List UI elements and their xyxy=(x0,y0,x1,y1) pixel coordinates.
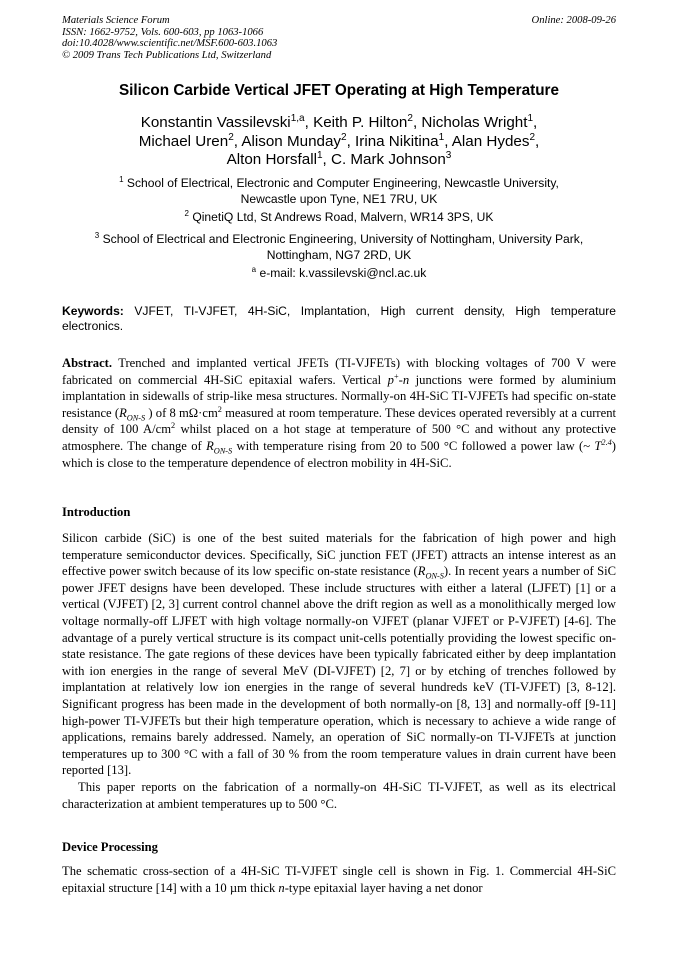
author-name: Keith P. Hilton xyxy=(313,114,408,131)
email-link[interactable]: e-mail: k.vassilevski@ncl.ac.uk xyxy=(259,266,427,280)
author-name: Konstantin Vassilevski xyxy=(140,114,291,131)
device-paragraph-1: The schematic cross-section of a 4H-SiC TI-VJFET single cell is shown in Fig. 1. Commercial 4H-SiC epitaxial structure [14] with a 10 µm thick n-type epitaxial layer having a net donor xyxy=(62,864,616,895)
journal-name: Materials Science Forum xyxy=(62,15,170,26)
author-name: Alison Munday xyxy=(241,132,342,150)
author-name: C. Mark Johnson xyxy=(330,151,446,169)
author-name: Michael Uren xyxy=(138,132,229,150)
author-name: Alton Horsfall xyxy=(226,151,317,169)
online-date: Online: 2008-09-26 xyxy=(531,15,616,26)
author-list: Konstantin Vassilevski$^{1,a}$, Keith P. Hilton$^2$, Nicholas Wright$^1$, Michael Uren$^2$, Alison Munday$^2$, Irina Nikitina$^1$, Alan Hydes$^2$, Alton Horsfall$^1$, C. Mark Johnson$^3$ xyxy=(138,112,540,169)
author-name: Irina Nikitina xyxy=(355,132,439,150)
intro-paragraph-1: Silicon carbide (SiC) is one of the best suited materials for the fabrication of high power and high temperature semiconductor devices. Specifically, SiC junction FET (JFET) attracts an intense interest as an effective power switch because of its low specific on-state resistance $(R_{ON-S})$. In recent years a number of SiC power JFET designs have been developed. These include structures with either a lateral (LJFET) [1] or a vertical (VJFET) [2, 3] current control channel above the drift region as well as a monolithically merged low voltage normally-off LJFET with high voltage normally-on VJFET (planar VJFET or P-VJFET) [4-6]. The advantage of a purely vertical structure is its compact unit-cells potentially providing the lowest specific on-state resistance. The gate regions of these devices have been typically fabricated either by deep implantation with ion energies in the range of several MeV (DI-VJFET) [2, 7] or by etching of trenches followed by implantation at relatively low ion energies in the range of several hundreds keV (TI-VJFET) [3, 8-12]. Significant progress has been made in the development of both normally-on [8, 13] and normally-off [9-11] high-power TI-VJFETs but their high temperature operation, which is necessary to achieve a wide range of applications, remains barely addressed. Namely, an operation of SiC normally-on TI-VJFETs at junction temperatures up to 300 °C with a fall of 30 % from the room temperature values in drain current have been reported [13]. xyxy=(62,531,617,778)
author-affil-mark: 3 xyxy=(445,150,452,162)
journal-header xyxy=(62,15,616,61)
author-affil-mark: 2 xyxy=(407,112,413,124)
author-affil-mark: 1 xyxy=(527,112,534,124)
author-affil-mark: 1,a xyxy=(290,112,305,124)
author-affil-mark: 2 xyxy=(341,131,347,143)
author-email: $^a$ e-mail: k.vassilevski@ncl.ac.uk xyxy=(251,264,427,280)
keywords-text: VJFET, TI-VJFET, 4H-SiC, Implantation, High current density, High temperature electronics. xyxy=(62,304,616,333)
paper-title: Silicon Carbide Vertical JFET Operating at High Temperature xyxy=(118,82,560,99)
affiliation-1: $^1$ School of Electrical, Electronic and Computer Engineering, Newcastle University, Newcastle upon Tyne, NE1 7RU, UK xyxy=(119,174,559,206)
journal-doi: doi:10.4028/www.scientific.net/MSF.600-603.1063 xyxy=(62,38,278,50)
keywords-label: Keywords: xyxy=(62,304,124,318)
author-name: Alan Hydes xyxy=(451,132,530,150)
journal-copyright: © 2009 Trans Tech Publications Ltd, Switzerland xyxy=(62,49,272,61)
author-affil-mark: 2 xyxy=(228,131,234,143)
section-heading-introduction: Introduction xyxy=(62,505,131,519)
abstract-label: Abstract. xyxy=(62,356,113,370)
affiliation-3: $^3$ School of Electrical and Electronic Engineering, University of Nottingham, University Park, Nottingham, NG7 2RD, UK xyxy=(94,230,584,262)
affiliation-2: $^2$ QinetiQ Ltd, St Andrews Road, Malvern, WR14 3PS, UK xyxy=(184,208,494,224)
author-name: Nicholas Wright xyxy=(421,114,528,131)
intro-paragraph-2: This paper reports on the fabrication of a normally-on 4H-SiC TI-VJFET, as well as its electrical characterization at ambient temperatures up to 500 °C. xyxy=(62,779,616,811)
device-processing-body xyxy=(62,863,616,896)
author-affil-mark: 1 xyxy=(438,131,445,143)
journal-issn: ISSN: 1662-9752, Vols. 600-603, pp 1063-1066 xyxy=(62,26,264,38)
keywords xyxy=(62,304,616,333)
introduction-body xyxy=(62,530,616,812)
section-heading-device-processing: Device Processing xyxy=(62,840,158,854)
author-affil-mark: 2 xyxy=(529,131,536,143)
author-affil-mark: 1 xyxy=(316,150,323,162)
abstract: Abstract. Trenched and implanted vertical JFETs (TI-VJFETs) with blocking voltages of 700 V were fabricated on commercial 4H-SiC epitaxial wafers. Vertical p+-n junctions were formed by aluminium implantation in sidewalls of strip-like mesa structures. Normally-on 4H-SiC TI-VJFETs had specific on-state resistance ($R_{ON-S}$ ) of 8 $m\Omega\cdot cm^2$ measured at room temperature. These devices operated reversibly at a current density of 100 $A/cm^2$ whilst placed on a hot stage at temperature of 500 °C and without any protective atmosphere. The change of $R_{ON-S}$ with temperature rising from 20 to 500 °C followed a power law (~ $T^{2.4}$) which is close to the temperature dependence of electron mobility in 4H-SiC. xyxy=(62,356,617,470)
